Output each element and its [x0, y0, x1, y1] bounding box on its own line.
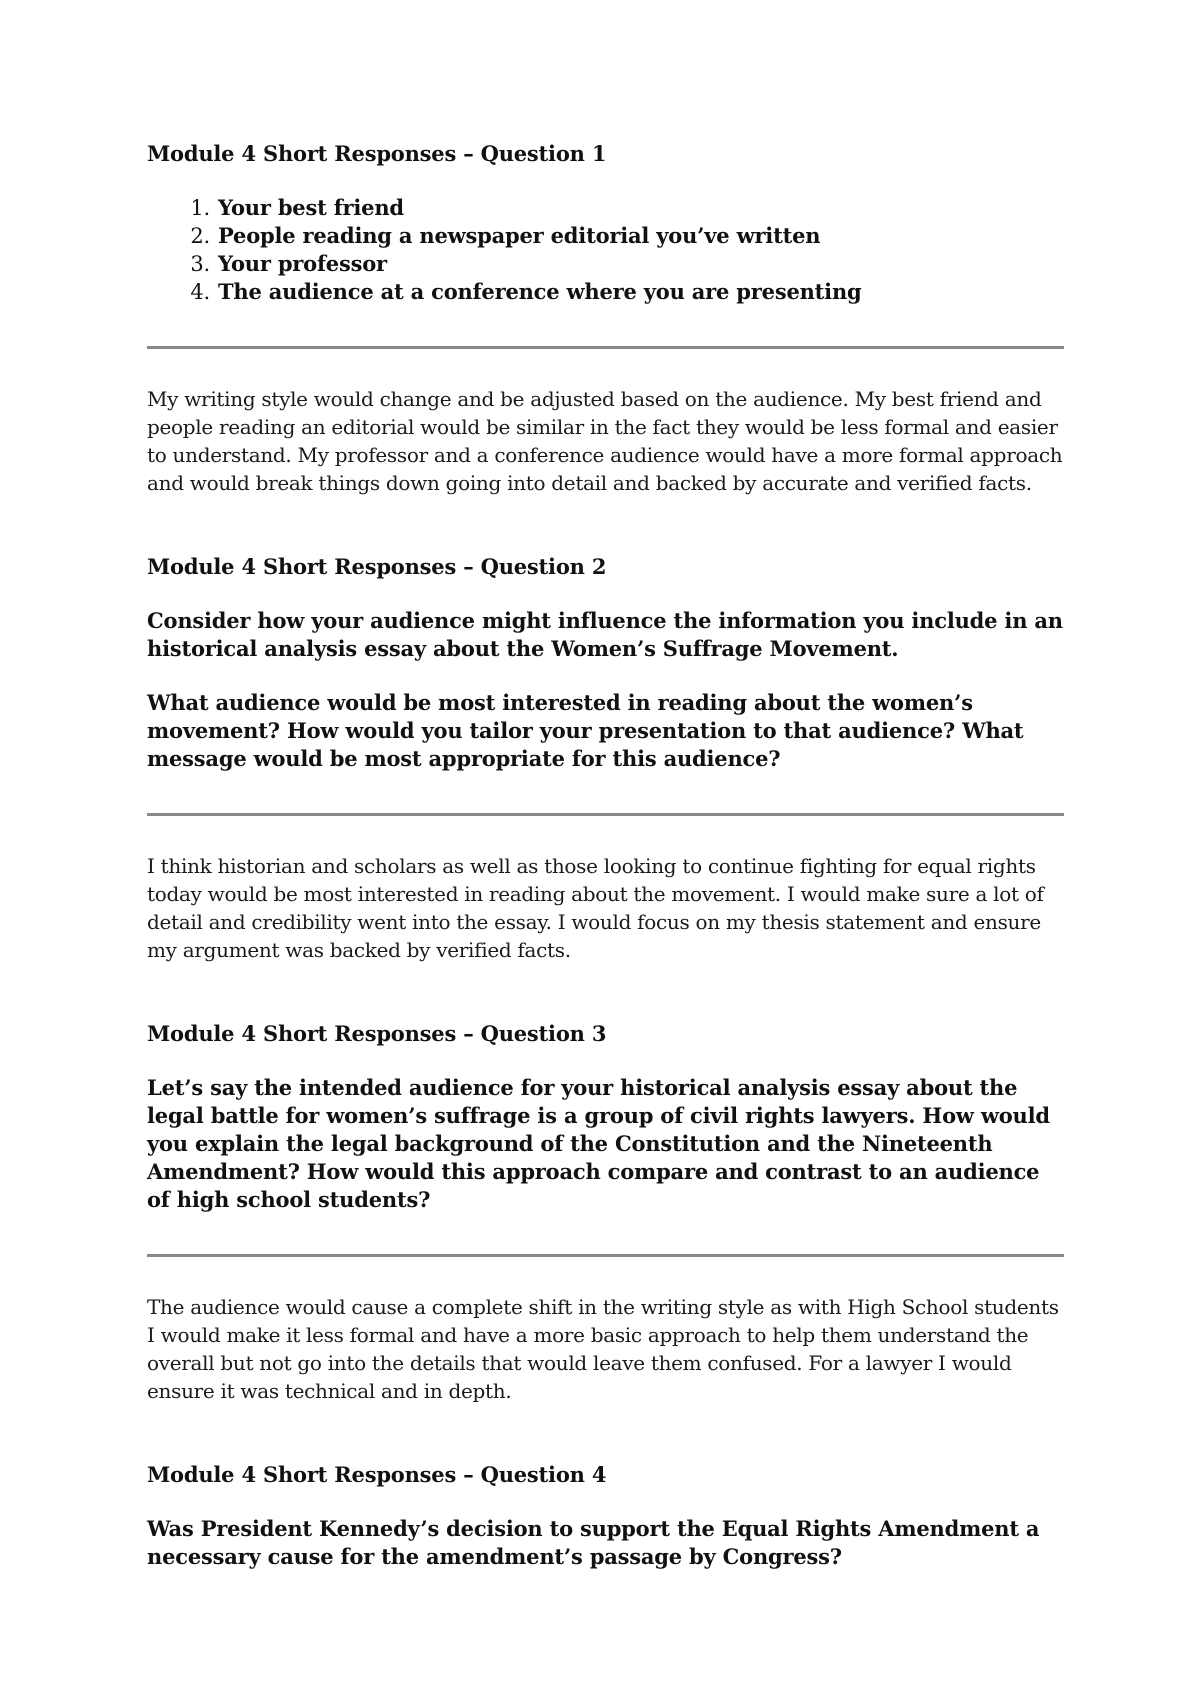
question-3-prompt: Let’s say the intended audience for your historical analysis essay about the legal battle for women’s suffrage is a group of civil rights lawyers. How would you explain the legal background of the Constitution and the Nineteenth Amendment? How would this approach compare and contrast to an audience of high school students?	[147, 1075, 1050, 1212]
list-item-number: 2.	[190, 224, 210, 248]
list-item-text: The audience at a conference where you are presenting	[218, 279, 862, 304]
list-item	[147, 194, 1064, 222]
question-2-prompt: Consider how your audience might influence the information you include in an historical analysis essay about the Women’s Suffrage Movement.	[147, 608, 1063, 661]
list-item-text: People reading a newspaper editorial you’ve written	[218, 223, 821, 248]
question-1-list	[147, 194, 1064, 306]
question-2-answer: I think historian and scholars as well as those looking to continue fighting for equal rights today would be most interested in reading about the movement. I would make sure a lot of detail and credibility went into the essay. I would focus on my thesis statement and ensure my argument was backed by verified facts.	[147, 854, 1044, 962]
list-item	[147, 222, 1064, 250]
question-2-heading: Module 4 Short Responses – Question 2	[147, 554, 607, 579]
question-3-answer: The audience would cause a complete shift in the writing style as with High School students I would make it less formal and have a more basic approach to help them understand the overall but not go into the details that would leave them confused. For a lawyer I would ensure it was technical and in depth.	[147, 1295, 1059, 1403]
question-1-heading: Module 4 Short Responses – Question 1	[147, 141, 607, 166]
document-page	[147, 140, 1064, 1571]
list-item-text: Your professor	[218, 251, 387, 276]
question-2-subprompt: What audience would be most interested in reading about the women’s movement? How would you tailor your presentation to that audience? What message would be most appropriate for this audience?	[147, 690, 1024, 771]
question-4-prompt: Was President Kennedy’s decision to support the Equal Rights Amendment a necessary cause for the amendment’s passage by Congress?	[147, 1516, 1040, 1569]
list-item-number: 4.	[190, 280, 210, 304]
list-item-number: 3.	[190, 252, 210, 276]
list-item-text: Your best friend	[218, 195, 404, 220]
question-4-heading: Module 4 Short Responses – Question 4	[147, 1462, 607, 1487]
list-item	[147, 278, 1064, 306]
question-1-answer: My writing style would change and be adjusted based on the audience. My best friend and people reading an editorial would be similar in the fact they would be less formal and easier to understand. My professor and a conference audience would have a more formal approach and would break things down going into detail and backed by accurate and verified facts.	[147, 387, 1063, 495]
question-3-heading: Module 4 Short Responses – Question 3	[147, 1021, 607, 1046]
list-item-number: 1.	[190, 196, 210, 220]
list-item	[147, 250, 1064, 278]
